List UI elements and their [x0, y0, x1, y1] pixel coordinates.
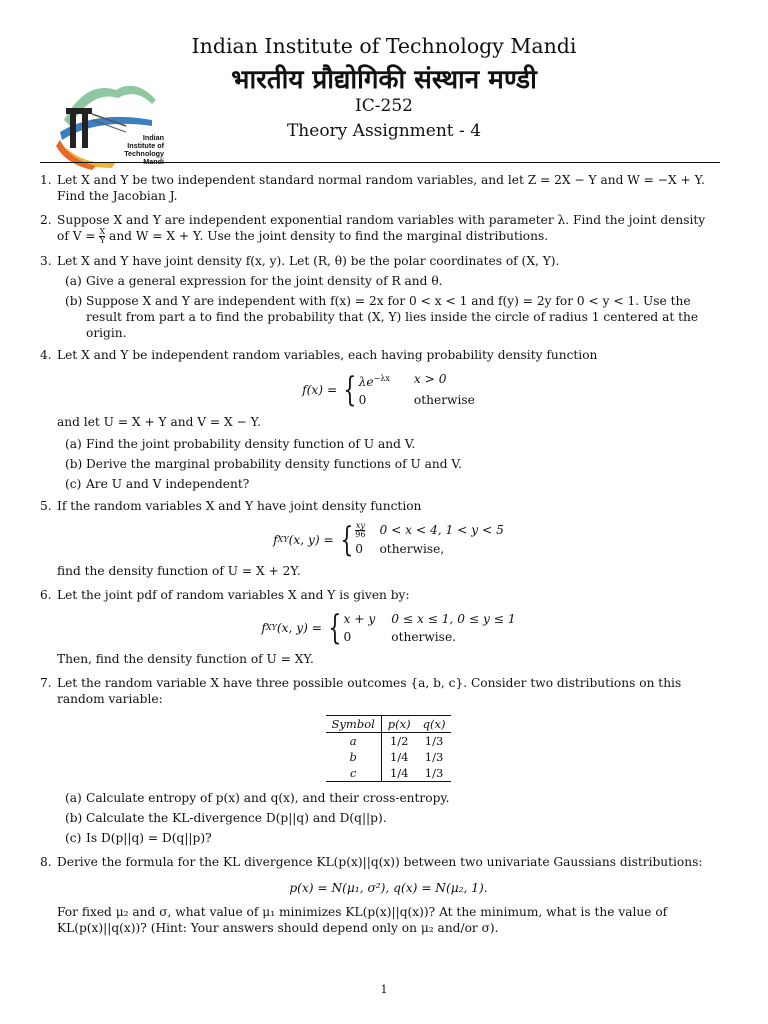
subpart-c: (c) Are U and V independent? — [65, 477, 250, 492]
question-3 — [40, 253, 720, 341]
question-number: 6. — [40, 588, 52, 603]
distribution-table — [326, 715, 452, 782]
subpart-a: (a) Calculate entropy of p(x) and q(x), and their cross-entropy. — [65, 791, 450, 806]
distribution-table-wrapper — [57, 715, 720, 782]
header — [0, 30, 768, 166]
subpart-b: (b) Derive the marginal probability density functions of U and V. — [65, 457, 462, 472]
institute-name-hindi: भारतीय प्रौद्योगिकी संस्थान मण्डी — [231, 65, 537, 95]
question-number: 7. — [40, 676, 52, 691]
subpart-c: (c) Is D(p||q) = D(q||p)? — [65, 831, 212, 846]
institute-name-english: Indian Institute of Technology Mandi — [191, 34, 577, 58]
question-text: Let X and Y have joint density f(x, y). Let (R, θ) be the polar coordinates of (X, Y). — [57, 254, 560, 268]
question-number: 5. — [40, 499, 52, 514]
question-5 — [40, 498, 720, 579]
question-8 — [40, 854, 720, 936]
question-text: If the random variables X and Y have joint density function — [57, 499, 422, 514]
question-7 — [40, 675, 720, 846]
logo-caption: Indian Institute of Technology Mandi — [124, 133, 164, 166]
course-code: IC-252 — [355, 96, 413, 116]
question-1 — [40, 172, 720, 204]
subparts — [65, 273, 720, 341]
question-text: Suppose X and Y are independent exponential random variables with parameter λ. Find the joint density of V = $\frac{X}{Y}$ and W = X + Y. Use the joint density to find the marginal distributions. — [57, 213, 706, 245]
subparts — [65, 790, 720, 846]
question-4 — [40, 347, 720, 492]
question-6 — [40, 587, 720, 667]
joint-density-equation: f XY (x, y) = { $\frac{xy}{96}$ 0 < x < 4, 1 < y < 5 0 otherwise, — [273, 519, 504, 560]
question-list — [40, 170, 720, 936]
question-number: 4. — [40, 348, 52, 362]
page-number: 1 — [380, 983, 388, 996]
question-2 — [40, 212, 720, 245]
question-number: 3. — [40, 254, 52, 268]
question-text: Derive the formula for the KL divergence KL(p(x)||q(x)) between two univariate Gaussians distributions: — [57, 855, 703, 870]
table-row: c 1/4 1/3 — [326, 765, 452, 782]
subpart-b: (b) Calculate the KL-divergence D(p||q) and D(q||p). — [65, 811, 387, 826]
question-text-continued: find the density function of U = X + 2Y. — [57, 564, 301, 579]
table-header-row — [326, 716, 452, 733]
joint-pdf-equation: f XY (x, y) = { x + y 0 ≤ x ≤ 1, 0 ≤ y ≤ 1 0 otherwise. — [261, 608, 516, 649]
question-text: Let X and Y be independent random variables, each having probability density function — [57, 348, 598, 362]
subpart-a: (a) Find the joint probability density function of U and V. — [65, 437, 416, 452]
question-number: 1. — [40, 173, 52, 187]
question-text: Let the random variable X have three possible outcomes {a, b, c}. Consider two distributions on this random variable: — [57, 676, 682, 707]
subparts — [65, 436, 720, 492]
column-header: p(x) — [387, 717, 411, 732]
question-text: Let X and Y be two independent standard normal random variables, and let Z = 2X − Y and W = −X + Y. Find the Jacobian J. — [57, 173, 705, 203]
question-number: 2. — [40, 213, 52, 227]
column-header: Symbol — [326, 716, 382, 733]
gaussian-equation: p(x) = N(μ₁, σ²), q(x) = N(μ₂, 1). — [289, 881, 488, 896]
column-header: q(x) — [422, 717, 446, 732]
table-row: a 1/2 1/3 — [326, 733, 452, 750]
assignment-title: Theory Assignment - 4 — [286, 121, 482, 141]
pdf-equation: f(x) = { $\lambda e^{-\lambda x}$ x > 0 0 otherwise — [302, 369, 475, 410]
header-divider — [40, 162, 720, 163]
table-row: b 1/4 1/3 — [326, 749, 452, 765]
question-number: 8. — [40, 855, 52, 870]
subpart-b: (b) Suppose X and Y are independent with f(x) = 2x for 0 < x < 1 and f(y) = 2y for 0 < y < 1. Use the result from part a to find the probability that (X, Y) lies inside the circle of radius 1 centered at the origin. — [65, 294, 699, 340]
question-text-continued: and let U = X + Y and V = X − Y. — [57, 415, 261, 430]
fraction: $\frac{X}{Y}$ — [99, 227, 106, 245]
question-text: Let the joint pdf of random variables X and Y is given by: — [57, 588, 410, 603]
question-text-continued: Then, find the density function of U = XY. — [57, 652, 314, 667]
subpart-a: (a) Give a general expression for the joint density of R and θ. — [65, 274, 443, 288]
question-text-continued: For fixed μ₂ and σ, what value of μ₁ minimizes KL(p(x)||q(x))? At the minimum, what is the value of KL(p(x)||q(x))? (Hint: Your answers should depend only on μ₂ and/or σ). — [57, 905, 668, 936]
